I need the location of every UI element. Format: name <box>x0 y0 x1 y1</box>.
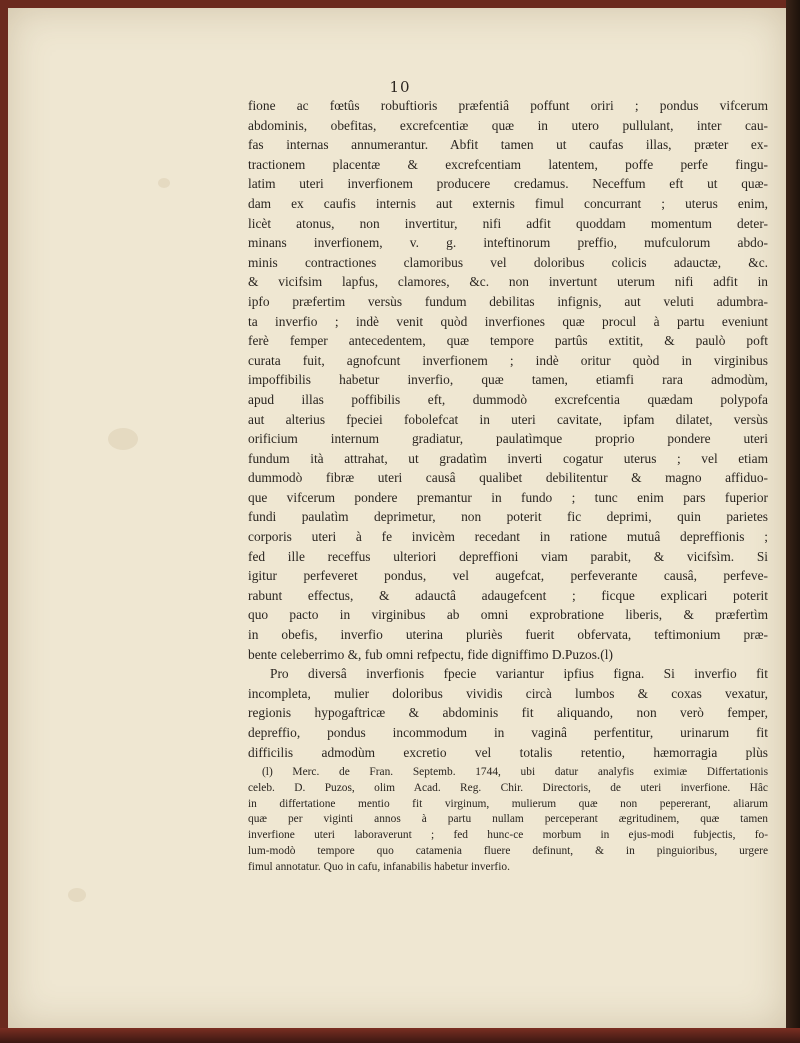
footnote-line: inverfione uteri laboraverunt ; fed hunc-ce morbum in ejus-modi fubjectis, fo- <box>248 829 768 842</box>
foxing-spot <box>68 888 86 902</box>
text-line: regionis hypogaftricæ & abdominis fit aliquando, non verò femper, <box>248 705 768 721</box>
footnote-line: (l) Merc. de Fran. Septemb. 1744, ubi datur analyfis eximiæ Differtationis <box>262 766 768 778</box>
text-line: ta inverfio ; indè venit quòd inverfiones quæ procul à partu eveniunt <box>248 313 768 329</box>
text-line: minis contractiones clamoribus vel doloribus colicis adauctæ, &c. <box>248 254 768 270</box>
text-line: igitur perfeveret pondus, vel augefcat, perfeverante causâ, perfeve- <box>248 568 768 584</box>
text-line: fed ille receffus ulteriori depreffioni viam parabit, & vicifsìm. Si <box>248 548 768 564</box>
text-line: orificium internum gradiatur, paulatìmque proprio pondere uteri <box>248 431 768 447</box>
body-text <box>248 96 768 762</box>
text-line: difficilis admodùm excretio vel totalis retentio, hæmorragia plùs <box>248 744 768 760</box>
page-edge-bottom <box>0 1028 800 1043</box>
text-line: ferè femper antecedentem, quæ tempore partûs extitit, & paulò poft <box>248 333 768 349</box>
footnote-line: fimul annotatur. Quo in cafu, infanabilis habetur inverfio. <box>248 860 510 873</box>
page-edge-right <box>786 0 800 1043</box>
footnote-line: quæ per viginti annos à partu nullam perceperant ægritudinem, quæ tamen <box>248 813 768 826</box>
text-line: impoffibilis habetur inverfio, quæ tamen, etiamfi rara admodùm, <box>248 372 768 388</box>
text-line: incompleta, mulier doloribus vividis circà lumbos & coxas vexatur, <box>248 685 768 701</box>
text-line: tractionem placentæ & excrefcentiam latentem, poffe perfe fingu- <box>248 156 768 172</box>
page-number: 10 <box>389 78 411 96</box>
text-line: abdominis, obefitas, excrefcentiæ quæ in utero pullulant, inter cau- <box>248 117 768 133</box>
footnote-line: lum-modò tempore quo catamenia fluere definunt, & in pinguioribus, urgere <box>248 844 768 857</box>
text-line: in obefis, inverfio uterina pluriès fuerit obfervata, teftimonium præ- <box>248 627 768 643</box>
foxing-spot <box>158 178 170 188</box>
text-line: fas internas annumerantur. Abfit tamen ut caufas illas, præter ex- <box>248 137 768 153</box>
text-line: bente celeberrimo &, fub omni refpectu, fide digniffimo D.Puzos.(l) <box>248 646 613 662</box>
text-line: licèt atonus, non invertitur, nifi adfit quoddam momentum deter- <box>248 215 768 231</box>
footnote <box>248 765 768 876</box>
text-line: dam ex caufis internis aut externis fimul concurrant ; uterus enim, <box>248 195 768 211</box>
text-line: apud illas poffibilis eft, dummodò excrefcentia quædam polypofa <box>248 391 768 407</box>
footnote-line: in differtatione mentio fit virginum, mulierum quæ non pepererant, aliarum <box>248 797 768 810</box>
foxing-spot <box>108 428 138 450</box>
text-line: & vicifsim lapfus, clamores, &c. non invertunt uterum nifi adfit in <box>248 274 768 290</box>
text-line: quo pacto in virginibus ab omni exprobratione liberis, & præfertìm <box>248 607 768 623</box>
text-line: ipfo præfertim versùs fundum debilitas infignis, aut veluti adumbra- <box>248 293 768 309</box>
text-line: dummodò fibræ uteri causâ qualibet debilitentur & magno affiduo- <box>248 470 768 486</box>
text-line: minans inverfionem, v. g. inteftinorum preffio, mufculorum abdo- <box>248 235 768 251</box>
text-line: fione ac fœtûs robuftioris præfentiâ poffunt oriri ; pondus vifcerum <box>248 98 768 113</box>
text-line: depreffio, pondus incommodum in vaginâ perfentitur, urinarum fit <box>248 725 768 740</box>
text-line: fundi paulatìm deprimetur, non poterit fic deprimi, quin parietes <box>248 509 768 525</box>
text-line: fundum ità attrahat, ut gradatìm inverti cogatur uterus ; vel etiam <box>248 450 768 466</box>
text-line: aut alterius fpeciei fobolefcat in uteri cavitate, ipfam dilatet, versùs <box>248 411 768 427</box>
text-line: latim uteri inverfionem producere credamus. Neceffum eft ut quæ- <box>248 176 768 192</box>
text-line: corporis uteri à fe invicèm recedant in ratione mutuâ depreffionis ; <box>248 529 768 545</box>
footnote-line: celeb. D. Puzos, olim Acad. Reg. Chir. Directoris, de uteri inverfione. Hâc <box>248 781 768 794</box>
text-line: Pro diversâ inverfionis fpecie variantur ipfius figna. Si inverfio fit <box>270 666 768 682</box>
text-line: que vifcerum pondere premantur in fundo ; tunc enim pars fuperior <box>248 489 768 505</box>
text-line: curata fuit, agnofcunt inverfionem ; indè oritur quòd in virginibus <box>248 352 768 368</box>
text-line: rabunt effectus, & adauctâ adaugefcent ; ficque explicari poterit <box>248 587 768 603</box>
